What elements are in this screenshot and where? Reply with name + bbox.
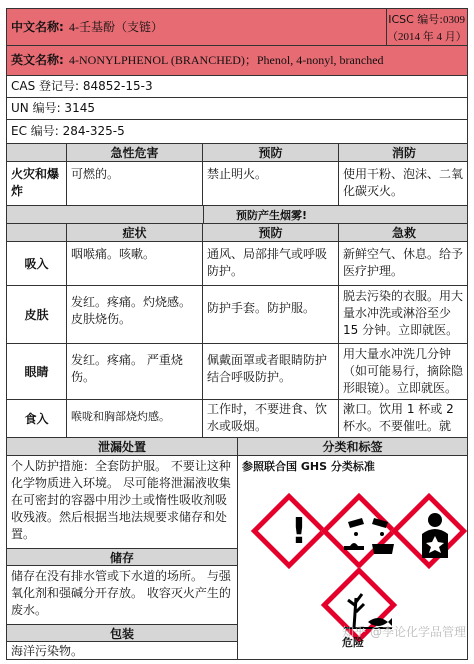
cas-number: CAS 登记号: 84852-15-3 bbox=[11, 79, 153, 93]
storage-title: 储存 bbox=[7, 548, 237, 566]
prevention-col-header: 预防 bbox=[203, 144, 339, 161]
prevention: 通风、局部排气或呼吸防护。 bbox=[207, 247, 328, 278]
route-label: 皮肤 bbox=[7, 286, 67, 343]
exposure-row-skin bbox=[6, 286, 468, 344]
prevention: 工作时，不要进食、饮水或吸烟。 bbox=[207, 402, 328, 433]
cn-name-row bbox=[6, 8, 468, 46]
hazard-col-header: 急性危害 bbox=[67, 144, 203, 161]
packaging-title: 包装 bbox=[7, 624, 237, 642]
corrosion-glyph bbox=[338, 510, 400, 562]
storage-text: 储存在没有排水管或下水道的场所。 与强氧化剂和强碱分开存放。 收容灭火产生的废水。 bbox=[11, 569, 231, 617]
en-name-label: 英文名称: bbox=[11, 53, 64, 67]
exclamation-mark-glyph: ! bbox=[290, 511, 308, 552]
first-aid: 漱口。饮用 1 杯或 2 杯水。不要催吐。就 bbox=[343, 402, 454, 433]
watermark: 知乎 @李论化学品管理 bbox=[342, 625, 466, 639]
route-label: 吸入 bbox=[7, 242, 67, 285]
fire-hazard: 可燃的。 bbox=[71, 167, 120, 181]
icsc-label: ICSC 编号: bbox=[388, 13, 443, 26]
en-name: 4-NONYLPHENOL (BRANCHED)；Phenol, 4-nonyl, branched bbox=[69, 53, 384, 67]
en-name-row bbox=[6, 46, 468, 76]
firefighting-col-header: 消防 bbox=[391, 146, 416, 160]
icsc-number: 0309 bbox=[443, 14, 465, 26]
symptom: 发红。疼痛。灼烧感。皮肤烧伤。 bbox=[71, 295, 192, 326]
exposure-row-inhalation bbox=[6, 242, 468, 286]
ec-number: EC 编号: 284-325-5 bbox=[11, 124, 125, 138]
prevention: 佩戴面罩或者眼睛防护结合呼吸防护。 bbox=[207, 353, 328, 384]
un-number: UN 编号: 3145 bbox=[11, 101, 95, 115]
exposure-row-eyes bbox=[6, 344, 468, 400]
hazard-header-row bbox=[6, 144, 468, 162]
mist-notice: 预防产生烟雾! bbox=[203, 206, 339, 223]
first-aid-col-header: 急救 bbox=[391, 226, 416, 240]
symptom: 发红。疼痛。 严重烧伤。 bbox=[71, 353, 183, 384]
signal-word: 危险 bbox=[342, 636, 364, 649]
fire-prevention: 禁止明火。 bbox=[207, 167, 268, 181]
health-hazard-glyph bbox=[414, 508, 456, 562]
exposure-row-ingestion bbox=[6, 400, 468, 438]
cas-row bbox=[6, 76, 468, 98]
spill-text: 个人防护措施：全套防护服。 不要让这种化学物质进入环境。 尽可能将泄漏液收集在可密封的容器中用沙土或惰性吸收剂吸收残液。然后根据当地法规要求储存和处置。 bbox=[11, 459, 231, 541]
route-label: 食入 bbox=[7, 400, 67, 437]
cn-name-label: 中文名称: bbox=[11, 20, 64, 34]
first-aid: 用大量水冲洗几分钟（如可能易行，摘除隐形眼镜）。立即就医。 bbox=[343, 347, 464, 395]
spill-title: 泄漏处置 bbox=[7, 438, 237, 456]
left-column bbox=[6, 438, 238, 660]
first-aid: 新鲜空气、休息。给予医疗护理。 bbox=[343, 247, 464, 278]
symptom-col-header: 症状 bbox=[67, 224, 203, 241]
cn-name: 4-壬基酚（支链） bbox=[69, 20, 163, 34]
route-label: 眼睛 bbox=[7, 344, 67, 399]
exposure-header-row bbox=[6, 224, 468, 242]
un-row bbox=[6, 98, 468, 120]
prevention: 防护手套。防护服。 bbox=[207, 301, 316, 315]
first-aid: 脱去污染的衣服。用大量水冲洗或淋浴至少 15 分钟。立即就医。 bbox=[343, 289, 464, 337]
fire-label: 火灾和爆炸 bbox=[11, 167, 60, 198]
fire-row bbox=[6, 162, 468, 206]
packaging-text: 海洋污染物。 bbox=[11, 644, 84, 658]
exp-prevention-col-header: 预防 bbox=[203, 224, 339, 241]
icsc-card bbox=[6, 8, 468, 660]
symptom: 咽喉痛。咳嗽。 bbox=[71, 247, 156, 261]
ghs-subtitle: 参照联合国 GHS 分类标准 bbox=[242, 460, 375, 473]
card-date: （2014 年 4 月） bbox=[387, 31, 467, 43]
classification-title: 分类和标签 bbox=[238, 438, 467, 456]
ec-row bbox=[6, 120, 468, 144]
symptom: 喉咙和胸部烧灼感。 bbox=[71, 410, 170, 423]
fire-firefighting: 使用干粉、泡沫、二氧化碳灭火。 bbox=[343, 167, 464, 198]
mist-notice-row bbox=[6, 206, 468, 224]
